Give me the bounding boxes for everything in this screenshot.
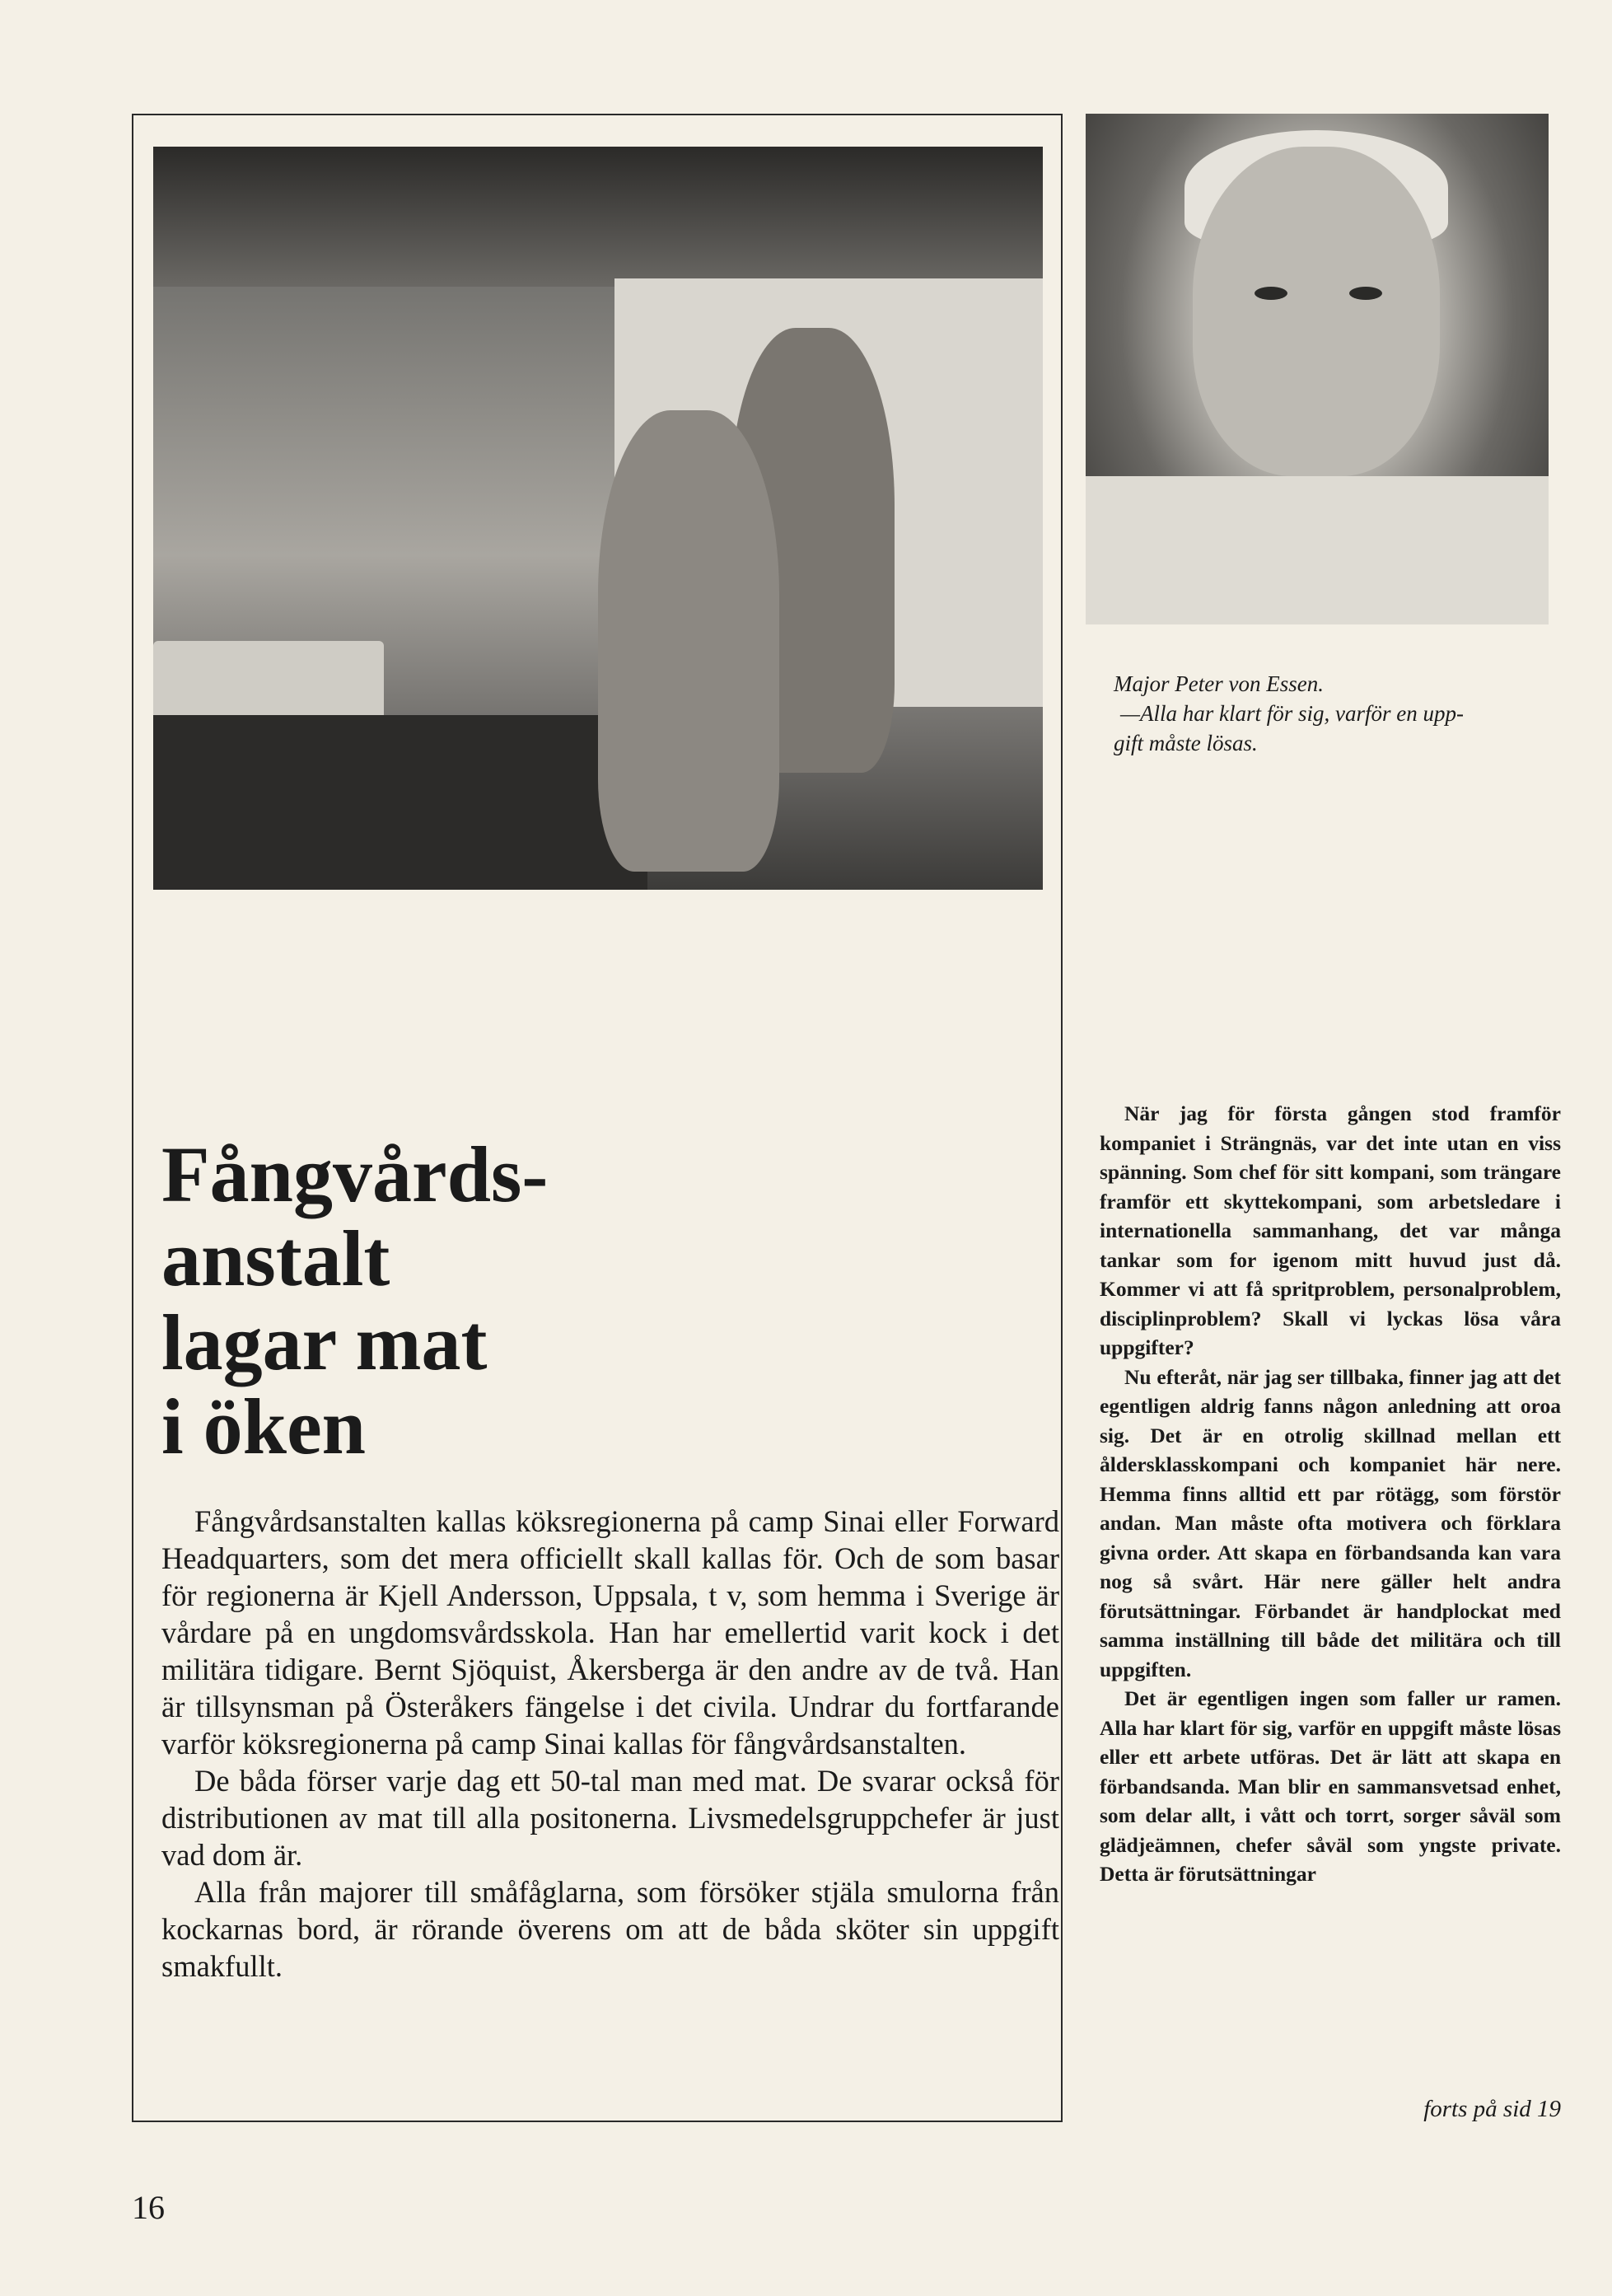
caption-line-2: —Alla har klart för sig, varför en upp- <box>1120 701 1464 726</box>
portrait-shirt <box>1086 476 1549 624</box>
photo-ceiling <box>153 147 1043 287</box>
body-right-paragraph-3: Det är egentligen ingen som faller ur ramen. Alla har klart för sig, varför en uppgift måste lösas eller ett arbete utföras. Det är lätt att skapa en förbandsanda. Man blir en sammansvetsad enhet, som delar allt, i vått och torrt, sorger såväl som glädjeämnen, chefer såväl som yngste private. Detta är förutsättningar <box>1100 1686 1561 1886</box>
kitchen-photo <box>153 147 1043 890</box>
portrait-caption <box>1114 669 1575 758</box>
page-number: 16 <box>132 2189 165 2226</box>
body-left-paragraph-2: De båda förser varje dag ett 50-tal man med mat. De svarar också för distributionen av mat till alla positonerna. Livsmedelsgruppchefer är just vad dom är. <box>161 1764 1059 1872</box>
portrait-eye-left <box>1255 287 1287 300</box>
headline-line-2: anstalt <box>161 1214 390 1302</box>
continued-note: forts på sid 19 <box>1423 2096 1561 2122</box>
photo-person-left <box>598 410 779 872</box>
body-left-paragraph-3: Alla från majorer till småfåglarna, som försöker stjäla smulorna från kockarnas bord, är rörande överens om att de båda sköter sin uppgift smakfullt. <box>161 1875 1059 1983</box>
caption-line-1: Major Peter von Essen. <box>1114 671 1324 696</box>
article-body-left <box>161 1503 1059 1985</box>
headline-line-4: i öken <box>161 1382 367 1471</box>
body-right-paragraph-2: Nu efteråt, när jag ser tillbaka, finner jag att det egentligen aldrig fanns någon anledning att oroa sig. Det är en otrolig skillnad mellan ett åldersklasskompani och kompaniet här nere. Hemma finns alltid ett par rötägg, som förstör andan. Man måste ofta motivera och förklara givna order. Att skapa en förbandsanda kan vara nog så svårt. Här nere gäller helt andra förutsättningar. Förbandet är handplockat med samma inställning till både det militära och till uppgiften. <box>1100 1364 1561 1681</box>
photo-table <box>153 715 647 890</box>
portrait-face <box>1193 147 1440 476</box>
caption-line-3: gift måste lösas. <box>1114 731 1258 755</box>
headline-line-1: Fångvårds- <box>161 1130 549 1218</box>
portrait-photo <box>1086 114 1549 624</box>
article-body-right <box>1100 1099 1561 1889</box>
article-headline <box>161 1130 623 1471</box>
body-right-paragraph-1: När jag för första gången stod framför kompaniet i Strängnäs, var det inte utan en viss spänning. Som chef för sitt kompani, som trängare framför ett skyttekompani, som arbetsledare i internationella sammanhang, det var många tankar som for igenom mitt huvud just då. Kommer vi att få spritproblem, personalproblem, disciplinproblem? Skall vi lyckas lösa våra uppgifter? <box>1100 1101 1561 1359</box>
photo-tub <box>153 641 384 723</box>
headline-line-3: lagar mat <box>161 1298 488 1386</box>
portrait-eye-right <box>1349 287 1382 300</box>
body-left-paragraph-1: Fångvårdsanstalten kallas köksregionerna på camp Sinai eller Forward Headquarters, som det mera officiellt skall kallas för. Och de som basar för regionerna är Kjell Andersson, Uppsala, t v, som hemma i Sverige är vårdare på en ungdomsvårdsskola. Han har emellertid varit kock i det militära tidigare. Bernt Sjöquist, Åkersberga är den andre av de två. Han är tillsynsman på Österåkers fängelse i det civila. Undrar du fortfarande varför köksregionerna på camp Sinai kallas för fångvårdsanstalten. <box>161 1504 1059 1761</box>
